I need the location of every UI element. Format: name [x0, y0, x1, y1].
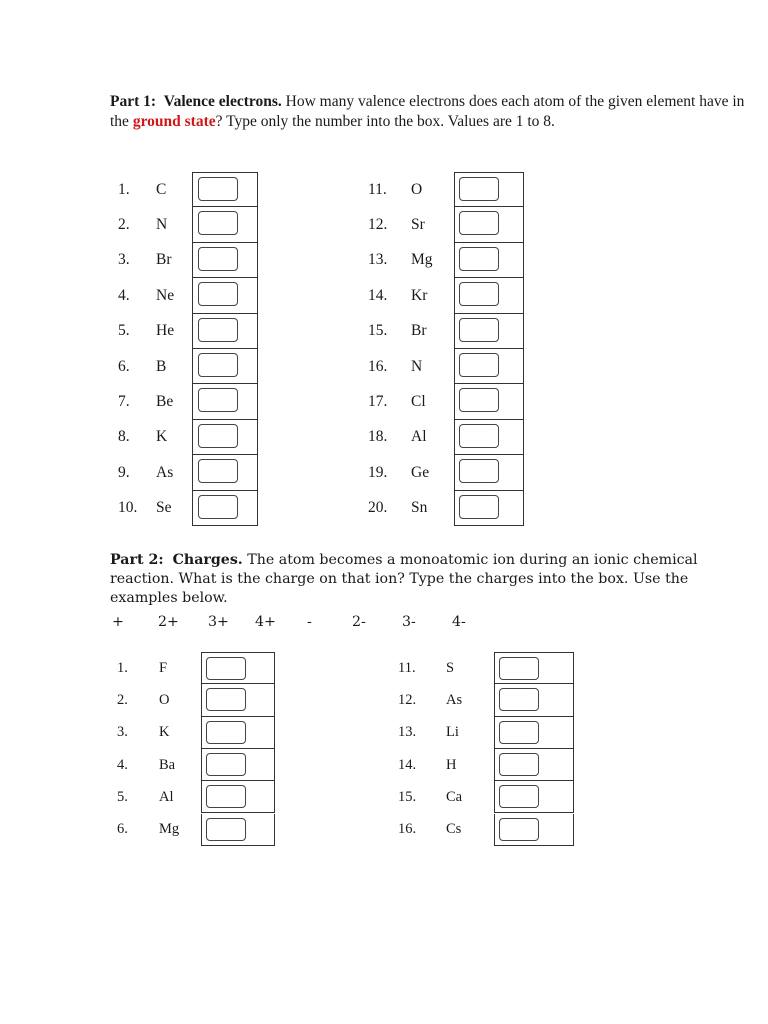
part1-text-b: ? Type only the number into the box. Values are 1 to 8. — [215, 113, 555, 130]
question-number: 14. — [398, 756, 417, 773]
element-symbol: Ca — [446, 788, 463, 805]
question-row — [368, 314, 524, 349]
charge-example: 3+ — [208, 614, 229, 630]
answer-input[interactable] — [206, 818, 246, 841]
element-symbol: Se — [156, 499, 172, 517]
answer-cell — [192, 491, 258, 526]
element-symbol: Ba — [159, 756, 176, 773]
element-symbol: Cl — [411, 393, 426, 411]
answer-cell — [201, 781, 275, 813]
question-row — [368, 172, 524, 207]
question-row — [398, 814, 574, 846]
question-row — [117, 814, 275, 846]
element-symbol: Ne — [156, 286, 175, 304]
answer-input[interactable] — [198, 459, 238, 483]
answer-cell — [192, 278, 258, 313]
element-symbol: Sn — [411, 499, 428, 517]
element-symbol: Br — [156, 251, 172, 269]
answer-input[interactable] — [459, 318, 499, 342]
answer-input[interactable] — [459, 459, 499, 483]
question-number: 15. — [368, 322, 388, 340]
question-row — [368, 384, 524, 419]
ground-state-highlight: ground state — [132, 113, 216, 130]
question-number: 1. — [118, 180, 130, 198]
question-number: 19. — [368, 463, 388, 481]
charge-example: 4- — [452, 614, 466, 630]
question-row — [117, 717, 275, 749]
answer-cell — [192, 349, 258, 384]
question-number: 7. — [118, 393, 130, 411]
answer-input[interactable] — [198, 424, 238, 448]
charge-example: + — [112, 614, 124, 630]
question-number: 11. — [398, 659, 416, 676]
question-row — [118, 491, 258, 526]
element-symbol: H — [446, 756, 457, 773]
answer-cell — [454, 384, 524, 419]
answer-cell — [201, 684, 275, 716]
answer-input[interactable] — [499, 785, 539, 808]
answer-cell — [192, 455, 258, 490]
question-number: 2. — [117, 691, 128, 708]
answer-cell — [494, 717, 574, 749]
charge-example: 2+ — [158, 614, 179, 630]
charge-example: 4+ — [255, 614, 276, 630]
answer-cell — [454, 207, 524, 242]
answer-cell — [192, 420, 258, 455]
question-number: 3. — [118, 251, 130, 269]
question-number: 5. — [118, 322, 130, 340]
element-symbol: Br — [411, 322, 427, 340]
answer-cell — [201, 717, 275, 749]
element-symbol: N — [411, 357, 423, 375]
element-symbol: C — [156, 180, 167, 198]
answer-input[interactable] — [206, 785, 246, 808]
element-symbol: F — [159, 659, 168, 676]
question-number: 4. — [117, 756, 128, 773]
part2-instructions — [110, 551, 750, 608]
element-symbol: O — [159, 691, 170, 708]
answer-cell — [454, 349, 524, 384]
answer-cell — [201, 749, 275, 781]
element-symbol: Al — [159, 788, 174, 805]
question-row — [368, 207, 524, 242]
part1-title: Part 1: — [110, 93, 157, 110]
answer-cell — [192, 172, 258, 207]
answer-input[interactable] — [198, 353, 238, 377]
question-row — [398, 749, 574, 781]
question-number: 5. — [117, 788, 128, 805]
answer-input[interactable] — [198, 495, 238, 519]
answer-cell — [494, 652, 574, 684]
answer-input[interactable] — [198, 282, 238, 306]
question-row — [118, 384, 258, 419]
question-row — [117, 781, 275, 813]
answer-cell — [192, 314, 258, 349]
question-number: 12. — [368, 216, 388, 234]
answer-input[interactable] — [499, 753, 539, 776]
question-row — [118, 243, 258, 278]
element-symbol: Sr — [411, 216, 425, 234]
question-number: 15. — [398, 788, 417, 805]
answer-cell — [192, 243, 258, 278]
element-symbol: O — [411, 180, 423, 198]
answer-cell — [454, 491, 524, 526]
question-number: 17. — [368, 393, 388, 411]
question-number: 3. — [117, 724, 128, 741]
answer-input[interactable] — [198, 211, 238, 235]
answer-input[interactable] — [206, 721, 246, 744]
question-number: 2. — [118, 216, 130, 234]
question-row — [368, 243, 524, 278]
answer-input[interactable] — [206, 688, 246, 711]
question-number: 8. — [118, 428, 130, 446]
element-symbol: B — [156, 357, 167, 375]
answer-cell — [201, 814, 275, 846]
element-symbol: Li — [446, 724, 459, 741]
part1-subtitle: Valence electrons. — [163, 93, 282, 110]
question-row — [118, 207, 258, 242]
answer-input[interactable] — [459, 282, 499, 306]
part1-text-a: How many valence electrons does each atom of the given element have in the — [110, 93, 745, 130]
element-symbol: Mg — [411, 251, 433, 269]
question-number: 12. — [398, 691, 417, 708]
answer-input[interactable] — [499, 657, 539, 680]
part1-instructions — [110, 92, 750, 132]
question-row — [117, 652, 275, 684]
answer-input[interactable] — [198, 388, 238, 412]
question-number: 6. — [117, 821, 128, 838]
question-number: 20. — [368, 499, 388, 517]
answer-cell — [494, 684, 574, 716]
answer-input[interactable] — [459, 388, 499, 412]
answer-cell — [454, 455, 524, 490]
question-row — [118, 278, 258, 313]
element-symbol: Ge — [411, 463, 430, 481]
charge-example: - — [307, 614, 312, 630]
answer-input[interactable] — [198, 318, 238, 342]
question-row — [368, 491, 524, 526]
question-row — [118, 172, 258, 207]
part2-text: The atom becomes a monoatomic ion during an ionic chemical reaction. What is the charge on that ion? Type the charges into the box. Use the examples below. — [110, 552, 698, 606]
question-row — [368, 455, 524, 490]
question-number: 16. — [398, 821, 417, 838]
question-row — [118, 420, 258, 455]
answer-cell — [201, 652, 275, 684]
answer-cell — [494, 781, 574, 813]
element-symbol: Al — [411, 428, 427, 446]
question-number: 1. — [117, 659, 128, 676]
answer-cell — [454, 314, 524, 349]
charge-example: 3- — [402, 614, 416, 630]
element-symbol: As — [156, 463, 174, 481]
answer-input[interactable] — [206, 657, 246, 680]
answer-input[interactable] — [459, 424, 499, 448]
question-number: 13. — [368, 251, 388, 269]
question-number: 9. — [118, 463, 130, 481]
answer-input[interactable] — [206, 753, 246, 776]
answer-cell — [192, 384, 258, 419]
answer-input[interactable] — [499, 818, 539, 841]
answer-input[interactable] — [459, 247, 499, 271]
charge-example: 2- — [352, 614, 366, 630]
question-number: 6. — [118, 357, 130, 375]
element-symbol: K — [159, 724, 170, 741]
question-number: 18. — [368, 428, 388, 446]
question-number: 16. — [368, 357, 388, 375]
part2-title: Part 2: — [110, 552, 164, 568]
element-symbol: He — [156, 322, 175, 340]
question-number: 13. — [398, 724, 417, 741]
answer-input[interactable] — [198, 177, 238, 201]
question-row — [117, 749, 275, 781]
question-row — [368, 349, 524, 384]
question-row — [118, 455, 258, 490]
question-row — [368, 420, 524, 455]
answer-cell — [454, 420, 524, 455]
answer-input[interactable] — [459, 177, 499, 201]
answer-cell — [454, 172, 524, 207]
part2-subtitle: Charges. — [172, 552, 243, 568]
element-symbol: K — [156, 428, 168, 446]
question-row — [118, 349, 258, 384]
question-row — [398, 652, 574, 684]
answer-cell — [494, 749, 574, 781]
answer-input[interactable] — [459, 495, 499, 519]
element-symbol: N — [156, 216, 168, 234]
question-row — [117, 684, 275, 716]
answer-cell — [192, 207, 258, 242]
question-number: 14. — [368, 286, 388, 304]
element-symbol: As — [446, 691, 463, 708]
answer-cell — [494, 814, 574, 846]
question-row — [118, 314, 258, 349]
question-row — [368, 278, 524, 313]
question-row — [398, 781, 574, 813]
element-symbol: Cs — [446, 821, 462, 838]
answer-cell — [454, 243, 524, 278]
element-symbol: Kr — [411, 286, 428, 304]
answer-input[interactable] — [198, 247, 238, 271]
question-number: 10. — [118, 499, 138, 517]
question-number: 4. — [118, 286, 130, 304]
question-number: 11. — [368, 180, 387, 198]
answer-cell — [454, 278, 524, 313]
element-symbol: Be — [156, 393, 174, 411]
element-symbol: S — [446, 659, 455, 676]
answer-input[interactable] — [499, 688, 539, 711]
answer-input[interactable] — [459, 211, 499, 235]
answer-input[interactable] — [459, 353, 499, 377]
answer-input[interactable] — [499, 721, 539, 744]
question-row — [398, 717, 574, 749]
question-row — [398, 684, 574, 716]
element-symbol: Mg — [159, 821, 180, 838]
